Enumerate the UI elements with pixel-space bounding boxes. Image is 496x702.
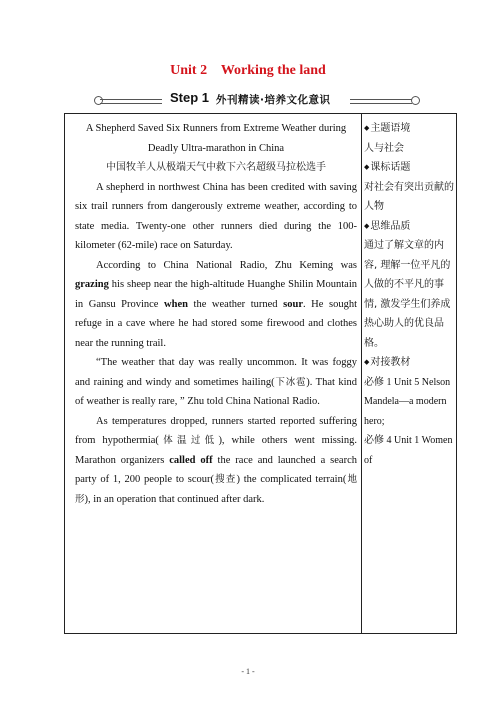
article-paragraph-3 [75,353,357,412]
para2-text-2: his sheep near the high-altitude Huanghe Shilin Mountain in Gansu Province [75,279,357,310]
sidebar-heading-textbook: ◆对接教材 [364,357,411,368]
para2-text-4: . He sought refuge in a cave where he had stored some firewood and clothes near the running trail. [75,298,357,349]
step-subtitle: 外刊精读·培养文化意识 [216,94,331,106]
para4-text-3: the race and launched a search party of 1, 200 people to scour( [75,454,357,485]
sidebar-heading-thinking: ◆思维品质 [364,220,411,232]
keyword-sour: sour [283,298,303,310]
para2-text-1: According to China National Radio, Zhu Keming was [96,259,357,271]
gloss-scour: 搜查 [214,474,237,485]
diamond-icon: ◆ [364,358,370,366]
banner-right-dot [411,96,420,105]
gloss-terrain: 地形 [75,474,357,505]
keyword-called-off: called off [169,454,213,466]
column-divider [361,113,362,634]
article-paragraph-2 [75,256,357,354]
article-title-chinese: 中国牧羊人从极端天气中救下六名超级马拉松选手 [106,162,326,173]
sidebar-column [364,119,454,470]
para2-text-3: the weather turned [187,298,284,310]
step-label: Step 1 [170,90,210,105]
sidebar-value-thinking: 通过了解文章的内容, 理解一位平凡的人做的不平凡的事情, 激发学生们养成热心助人的优良品格。 [364,240,451,349]
para4-text-5: ), in an operation that continued after dark. [84,493,265,505]
keyword-grazing: grazing [75,279,109,290]
page-number: - 1 - [241,667,255,676]
para4-text-2: ), while others went missing. Marathon organizers [75,435,357,466]
para4-text-1: As temperatures dropped, runners started reported suffering from hypothermia( [75,415,357,446]
article-column [75,119,357,509]
keyword-when: when [164,298,188,310]
article-title-line2: Deadly Ultra-marathon in China [147,142,285,154]
article-paragraph-1: A shepherd in northwest China has been credited with saving six trail runners from dangerously extreme weather, according to state media. Twenty-one other runners died during the 100-kilometer (62-mile) race on Saturday. [75,181,357,251]
para4-text-4: ) the complicated terrain( [236,474,347,485]
article-title-line1: A Shepherd Saved Six Runners from Extreme Weather during [85,123,347,134]
para3-text-2: ). That kind of weather is really rare, ” Zhu told China National Radio. [75,376,357,407]
banner-left-rule [100,99,162,104]
para3-text-1: “The weather that day was really uncommon. It was foggy and raining and windy and sometimes hailing( [75,357,357,388]
unit-title: Unit 2 Working the land [170,63,326,78]
diamond-icon: ◆ [364,163,370,171]
diamond-icon: ◆ [364,124,370,132]
sidebar-value-context: 人与社会 [364,142,404,154]
article-paragraph-4 [75,412,357,510]
banner-right-rule [350,99,412,104]
gloss-hypothermia: 体温过低 [158,435,219,446]
sidebar-value-textbook-1: 必修 1 Unit 5 Nelson Mandela—a modern hero; [364,376,451,427]
sidebar-heading-context: ◆主题语境 [364,123,411,134]
gloss-hailing: 下冰雹 [274,376,307,388]
sidebar-heading-topic: ◆课标话题 [364,162,411,173]
diamond-icon: ◆ [364,221,370,230]
step-banner [100,89,420,111]
sidebar-value-textbook-2: 必修 4 Unit 1 Women of [364,435,453,466]
sidebar-value-topic: 对社会有突出贡献的人物 [364,181,454,212]
